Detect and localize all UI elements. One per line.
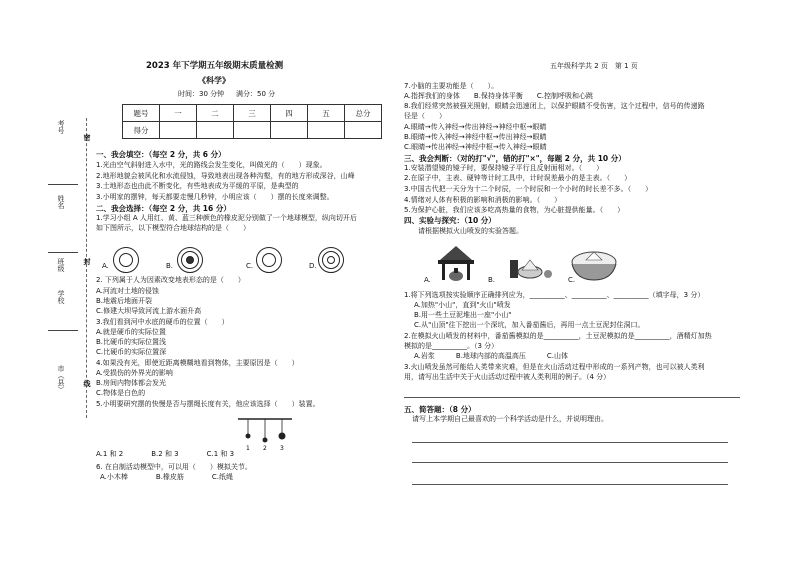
section-4-heading: 四、实验与探究：（10 分） — [404, 216, 496, 225]
question-text: 模拟的是__________。（3 分） — [404, 342, 499, 350]
answer-line — [412, 462, 728, 463]
margin-kaohao: 考号 — [57, 120, 65, 134]
figure-a-label: A. — [424, 276, 431, 284]
option-label: D. — [309, 262, 317, 270]
margin-seal-3: 线 — [83, 380, 91, 387]
earth-model-b-core-icon — [186, 256, 194, 264]
option-text: A.指挥我们的身体 B.保持身体平衡 C.控制呼吸和心跳 — [404, 92, 594, 100]
section-3-heading: 三、我会判断：（对的打"√"，错的打"×"，每题 2 分，共 10 分） — [404, 154, 626, 163]
score-cell — [308, 122, 345, 139]
margin-class: 班级 — [57, 258, 65, 272]
judge-item: 4.情绪对人体有积极的影响和消极的影响。（ ） — [404, 196, 562, 204]
score-cell: 五 — [308, 105, 345, 122]
subject-title: 《科学》 — [198, 76, 230, 85]
question-text: 1.将下列选项按实验顺序正确排列应为，__________、__________、__________（填字母，3 分） — [404, 291, 705, 299]
question-text: 用，请写出生活中关于火山活动过程中被人类利用的例子。（4 分） — [404, 373, 611, 381]
option-text: C.从"山顶"往下挖出一个深坑，加入番茄酱后，再用一点土豆泥封住洞口。 — [414, 321, 645, 329]
option-text: A.岩浆 B.地球内部的高温高压 C.山体 — [414, 352, 569, 360]
option-text: C.修建大坝导致河流上游水面升高 — [96, 307, 202, 315]
question-text: 3.土地形态也由此不断变化，有些地表成为平缓的平原，是典型的 — [96, 182, 299, 190]
margin-seal-2: 封 — [83, 258, 91, 265]
option-label: C. — [246, 262, 254, 270]
question-text: 1.学习小组 A 人用红、黄、蓝三种颜色的橡皮泥分别做了一个地球模型，纵向切开后 — [96, 214, 357, 222]
score-cell — [345, 122, 382, 139]
pendulum-bob-2 — [263, 438, 268, 443]
judge-item: 5.为保护心脏，我们应该多吃高热量的食物，为心脏提供能量。（ ） — [404, 206, 625, 214]
section-1-heading: 一、我会填空：（每空 2 分，共 6 分） — [96, 150, 226, 159]
pendulum-figure — [236, 416, 296, 452]
judge-item: 3.中国古代把一天分为十二个时辰，一个时辰和一个小时的时长差不多。（ ） — [404, 185, 653, 193]
option-text: C.物体是白色的 — [96, 389, 146, 397]
score-cell — [271, 122, 308, 139]
option-text: B.房间内物体都会发光 — [96, 379, 167, 387]
figure-b-label: B. — [488, 276, 496, 284]
question-text: 4.如果没有光，即使近距离模糊地看到物体，主要原因是（ ） — [96, 359, 299, 367]
option-text: B.眼睛→传入神经→神经中枢→传出神经→眼睛 — [404, 133, 547, 141]
earth-model-a-core-icon — [119, 253, 133, 267]
score-table — [122, 104, 382, 139]
option-text: C.比硬币的实际位置深 — [96, 348, 167, 356]
score-cell: 三 — [234, 105, 271, 122]
question-text: 3.火山喷发虽然可能给人类带来灾难，但是在火山活动过程中形成的一系列产物，也可以被人类利 — [404, 363, 705, 371]
pendulum-label-2: 2 — [263, 445, 267, 452]
page-info: 五年级科学共 2 页 第 1 页 — [550, 62, 638, 70]
question-text: 如下图所示，以下模型符合地球结构的是（ ） — [96, 224, 250, 232]
option-text: A.1 和 2 B.2 和 3 C.1 和 3 — [96, 450, 235, 458]
question-text: 1.光由空气斜射进入水中，光的路线会发生变化，叫做光的（ ）现象。 — [96, 161, 327, 169]
margin-name: 姓名 — [57, 195, 65, 209]
exam-time: 时间：30 分钟 — [178, 90, 225, 98]
option-text: A.就是硬币的实际位置 — [96, 328, 166, 336]
question-text: 8.我们经常突然被强光照射，眼睛会迅速闭上，以保护眼睛不受伤害，这个过程中，信号的传递路 — [404, 102, 705, 110]
fill-line — [48, 184, 78, 185]
question-text: 2. 下列属于人为因素改变地表形态的是（ ） — [96, 276, 245, 284]
score-cell — [197, 122, 234, 139]
pendulum-bob-1 — [246, 434, 251, 439]
score-cell: 四 — [271, 105, 308, 122]
answer-line — [404, 397, 740, 398]
option-text: A.小木棒 B.橡皮筋 C.纸绳 — [100, 473, 234, 481]
earth-model-d-core-icon — [327, 256, 335, 264]
fill-line — [48, 252, 78, 253]
question-text: 请写上本学期自己最喜欢的一个科学活动是什么，并说明理由。 — [412, 415, 608, 423]
score-cell — [160, 122, 197, 139]
score-cell: 二 — [197, 105, 234, 122]
binding-line — [86, 118, 87, 418]
judge-item: 2.在原子中，主表、硬钟等计时工具中，计时误差最小的是主表。（ ） — [404, 174, 632, 182]
option-text: B.用一些土豆泥堆出一座"小山" — [414, 311, 512, 319]
figure-c-hands-icon — [572, 252, 616, 280]
score-table-row — [123, 122, 382, 139]
question-text: 5.小明要研究摆的快慢是否与摆绳长度有关，他应该选择（ ）装置。 — [96, 400, 320, 408]
score-table-row — [123, 105, 382, 122]
question-text: 6. 在自制活动模型中，可以用（ ）模拟关节。 — [96, 463, 252, 471]
option-text: A.加热"小山"，直到"火山"喷发 — [414, 301, 511, 309]
option-text: A.眼睛→传入神经→传出神经→神经中枢→眼睛 — [404, 123, 547, 131]
experiment-intro: 请根据模拟火山喷发的实验答题。 — [418, 227, 523, 235]
question-text: 径是（ ） — [404, 112, 446, 120]
pendulum-label-1: 1 — [246, 445, 250, 452]
volcano-experiment-figure — [426, 240, 626, 286]
earth-model-c-core-icon — [262, 253, 276, 267]
exam-full-score: 满分：50 分 — [236, 90, 276, 98]
answer-line — [412, 484, 728, 485]
option-label: A. — [102, 262, 109, 270]
figure-b-materials-icon — [510, 260, 552, 278]
pendulum-label-3: 3 — [280, 445, 284, 452]
exam-title: 2023 年下学期五年级期末质量检测 — [146, 61, 284, 71]
margin-county: 市（县） — [57, 365, 65, 393]
section-5-heading: 五、简答题：（8 分） — [404, 405, 476, 414]
question-text: 3.我们看到河中水底的硬币的位置（ ） — [96, 318, 229, 326]
margin-seal-1: 密 — [83, 134, 91, 141]
figure-c-label: C. — [568, 276, 576, 284]
option-text: B.地震后地面开裂 — [96, 297, 153, 305]
option-text: A.河流对土地的侵蚀 — [96, 287, 159, 295]
score-cell: 得分 — [123, 122, 160, 139]
option-text: B.比硬币的实际位置浅 — [96, 338, 167, 346]
question-text: 7.小脑的主要功能是（ ）。 — [404, 82, 499, 90]
answer-line — [412, 442, 728, 443]
score-cell: 题号 — [123, 105, 160, 122]
fill-line — [48, 330, 78, 331]
option-label: B. — [166, 262, 174, 270]
score-cell: 总分 — [345, 105, 382, 122]
option-text: A.受损伤的外界光的影响 — [96, 369, 173, 377]
score-cell: 一 — [160, 105, 197, 122]
score-cell — [234, 122, 271, 139]
section-2-heading: 二、我会选择：（每空 2 分，共 16 分） — [96, 204, 231, 213]
judge-item: 1.安装潜望镜的镜子时，要保持镜子平行且反射面相对。（ ） — [404, 164, 604, 172]
option-text: C.眼睛→传出神经→神经中枢→传入神经→眼睛 — [404, 143, 547, 151]
question-text: 2.地形地貌会被风化和水流侵蚀，导致地表出现各种沟壑，有的地方形成深谷，山峰 — [96, 172, 355, 180]
question-text: 3.小明家的摆钟，每天都要走慢几秒钟，小明应该（ ）摆的长度来调整。 — [96, 193, 334, 201]
margin-school: 学校 — [57, 290, 65, 304]
pendulum-bob-3 — [279, 433, 286, 440]
figure-a-stove-icon — [438, 246, 474, 281]
question-text: 2.在模拟火山喷发的材料中，番茄酱模拟的是__________，土豆泥模拟的是__________，酒精灯加热 — [404, 332, 712, 340]
